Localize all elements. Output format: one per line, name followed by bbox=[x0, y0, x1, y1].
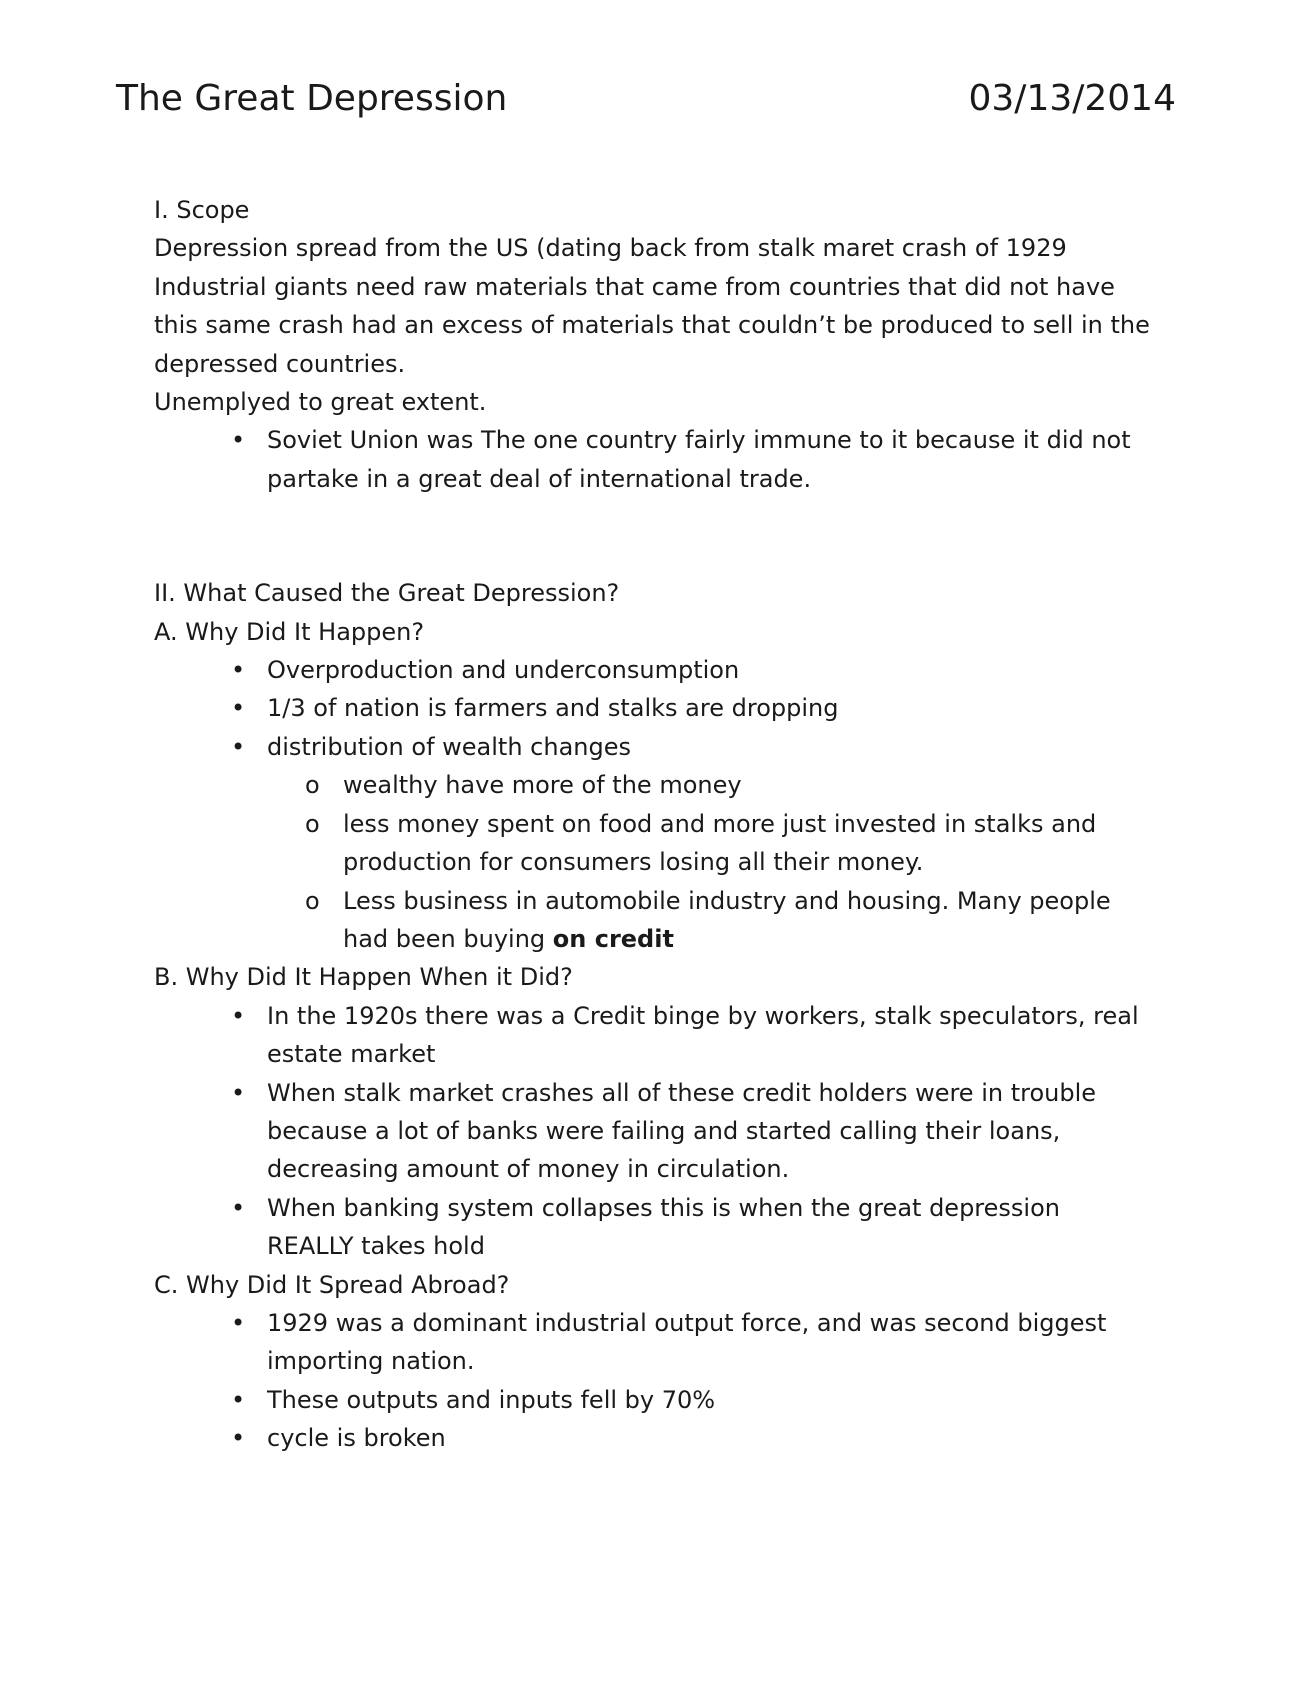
bullet-item: • When banking system collapses this is when the great depression REALLY takes hold bbox=[267, 1189, 1154, 1266]
document-date: 03/13/2014 bbox=[968, 78, 1176, 119]
section-heading-causes: II. What Caused the Great Depression? bbox=[154, 579, 620, 608]
document-header bbox=[116, 74, 1176, 124]
subsection-heading-b: B. Why Did It Happen When it Did? bbox=[154, 963, 573, 992]
sub-bullet-item bbox=[343, 882, 1154, 959]
bullet-item: • In the 1920s there was a Credit binge by workers, stalk speculators, real estate market bbox=[267, 997, 1154, 1074]
document-body bbox=[154, 191, 1154, 1458]
bullet-list bbox=[154, 1304, 1154, 1458]
bullet-item bbox=[267, 728, 1154, 958]
bold-phrase: on credit bbox=[552, 924, 674, 953]
sub-bullet-text: Less business in automobile industry and housing. Many people had been buying bbox=[343, 886, 1111, 953]
bullet-item: • These outputs and inputs fell by 70% bbox=[267, 1381, 1154, 1419]
bullet-item: • When stalk market crashes all of these credit holders were in trouble because a lot of banks were failing and started calling their loans, decreasing amount of money in circulation. bbox=[267, 1074, 1154, 1189]
paragraph: Depression spread from the US (dating back from stalk maret crash of 1929 Industrial giants need raw materials that came from countries that did not have this same crash had an excess of materials that couldn’t be produced to sell in the depressed countries. bbox=[154, 234, 1150, 378]
bullet-item: • cycle is broken bbox=[267, 1419, 1154, 1457]
bullet-list bbox=[154, 997, 1154, 1266]
bullet-list bbox=[154, 421, 1154, 498]
paragraph: Unemplyed to great extent. bbox=[154, 388, 487, 417]
subsection-heading-c: C. Why Did It Spread Abroad? bbox=[154, 1270, 510, 1299]
section-heading-scope: I. Scope bbox=[154, 196, 250, 224]
bullet-item: • Overproduction and underconsumption bbox=[267, 651, 1154, 689]
sub-bullet-item: o wealthy have more of the money bbox=[343, 766, 1154, 804]
bullet-item: • 1/3 of nation is farmers and stalks are dropping bbox=[267, 689, 1154, 727]
bullet-item: • 1929 was a dominant industrial output force, and was second biggest importing nation. bbox=[267, 1304, 1154, 1381]
bullet-text: distribution of wealth changes bbox=[267, 732, 632, 761]
bullet-list bbox=[154, 651, 1154, 958]
document-title: The Great Depression bbox=[116, 78, 508, 119]
sub-bullet-list bbox=[267, 766, 1154, 958]
sub-bullet-item: o less money spent on food and more just invested in stalks and production for consumers losing all their money. bbox=[343, 805, 1154, 882]
subsection-heading-a: A. Why Did It Happen? bbox=[154, 617, 425, 646]
spacer bbox=[154, 498, 1154, 574]
bullet-item: • Soviet Union was The one country fairly immune to it because it did not partake in a great deal of international trade. bbox=[267, 421, 1154, 498]
